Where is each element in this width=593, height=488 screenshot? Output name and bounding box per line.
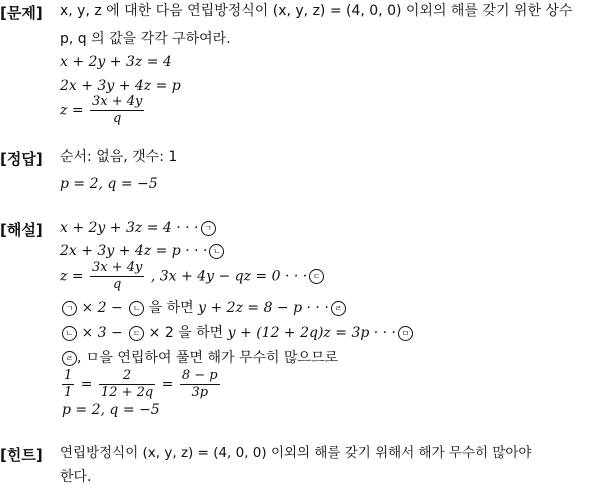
eq3-lhs: z = [60,102,84,119]
solution-line3-fraction [90,260,144,293]
answer-label: [정답] [0,150,43,168]
problem-text-line1: x, y, z 에 대한 다음 연립방정식이 (x, y, z) = (4, 0, 0) 이외의 해를 갖기 위한 상수 [60,3,573,19]
ratio-fraction-3 [180,368,220,401]
solution-label: [해설] [0,221,43,239]
circle-mark-5-icon: ㅁ [398,326,413,341]
circle-mark-2-icon: ㄴ [209,244,224,259]
solution-line1 [60,219,216,237]
eq3-denominator: q [113,111,122,126]
ratio-1-denominator: 1 [64,385,73,400]
ratio-3-numerator: 8 − p [181,368,218,383]
solution-line6-text: , ㅁ을 연립하여 풀면 해가 무수히 많으므로 [77,350,339,366]
solution-ratio [60,368,222,401]
solution-line5 [60,324,413,342]
circle-mark-2-icon: ㄴ [129,301,144,316]
eq3-fraction [90,94,144,127]
circle-mark-3-icon: ㄷ [309,269,324,284]
ratio-1-numerator: 1 [64,368,73,383]
circle-mark-3-icon: ㄷ [129,326,144,341]
ratio-3-denominator: 3p [191,385,209,400]
solution-line5-op: × 3 − [81,325,123,341]
answer-line2: p = 2, q = −5 [60,176,158,192]
solution-line3-numerator: 3x + 4y [92,260,143,275]
solution-line3-rest: , 3x + 4y − qz = 0 · · · [150,268,308,285]
ratio-equals-1: = [80,376,93,393]
circle-mark-1-icon: ㄱ [201,221,216,236]
solution-line5-text: × 2 을 하면 [148,325,224,341]
solution-line1-eq: x + 2y + 3z = 4 · · · [60,220,199,236]
eq3-numerator: 3x + 4y [92,94,143,109]
solution-line4-op: × 2 − [81,300,123,316]
circle-mark-1-icon: ㄱ [62,301,77,316]
solution-line4 [60,299,346,317]
solution-line3-denominator: q [113,277,122,292]
circle-mark-4-icon: ㄹ [62,351,77,366]
solution-line2 [60,242,224,260]
hint-label: [힌트] [0,446,43,464]
ratio-fraction-1 [62,368,74,401]
solution-line5-eq: y + (12 + 2q)z = 3p · · · [227,325,397,341]
problem-equation-2: 2x + 3y + 4z = p [60,78,181,94]
answer-line1: 순서: 없음, 갯수: 1 [60,149,178,165]
ratio-equals-2: = [161,376,174,393]
solution-line2-eq: 2x + 3y + 4z = p · · · [60,243,208,259]
solution-line3 [60,260,324,293]
hint-line1: 연립방정식이 (x, y, z) = (4, 0, 0) 이외의 해를 갖기 위해서 해가 무수히 많아야 [60,445,532,461]
circle-mark-2-icon: ㄴ [62,326,77,341]
ratio-fraction-2 [99,368,155,401]
problem-equation-1: x + 2y + 3z = 4 [60,54,172,70]
ratio-2-numerator: 2 [99,368,155,385]
solution-line3-lhs: z = [60,268,84,285]
circle-mark-4-icon: ㄹ [331,301,346,316]
solution-final: p = 2, q = −5 [62,402,160,418]
solution-line4-eq: y + 2z = 8 − p · · · [198,300,329,316]
solution-line4-text: 을 하면 [148,300,194,316]
problem-text-line2: p, q 의 값을 각각 구하여라. [60,31,231,47]
hint-line2: 한다. [60,469,92,485]
problem-label: [문제] [0,4,43,22]
problem-equation-3 [60,94,146,127]
ratio-2-denominator: 12 + 2q [100,385,154,400]
solution-line6 [60,349,338,367]
